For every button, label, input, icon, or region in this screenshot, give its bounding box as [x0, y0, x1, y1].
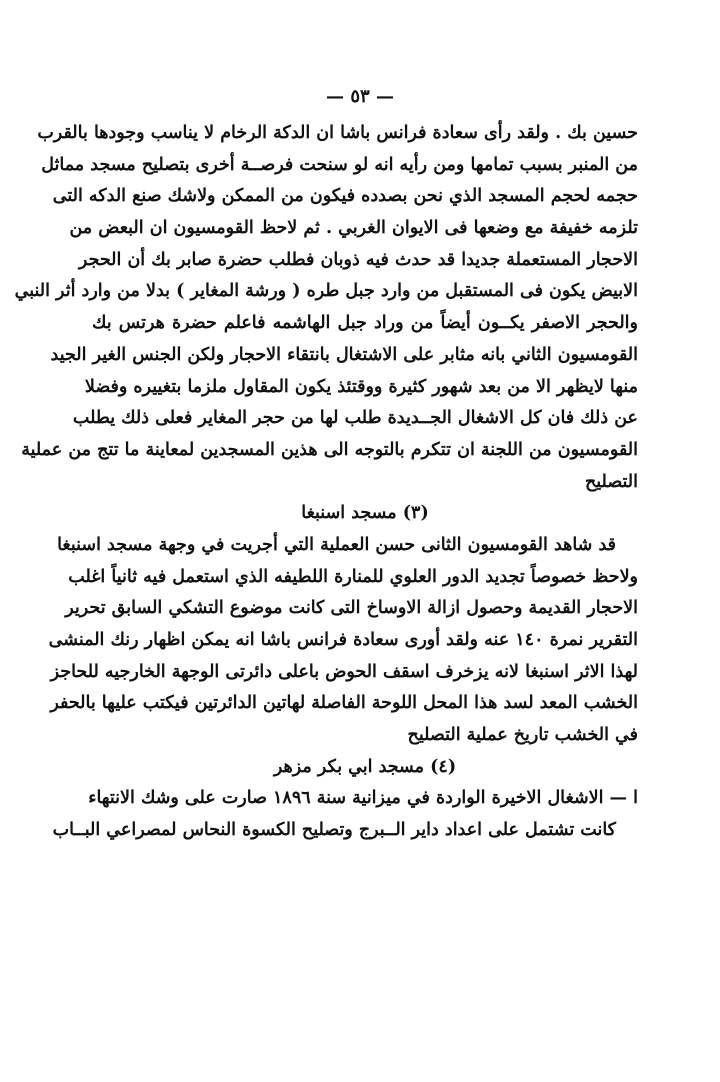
- paragraph-2: [48, 530, 638, 752]
- text-line: حجمه لحجم المسجد الذي نحن بصدده فيكون من الممكن ولاشك صنع الدكه التى: [52, 186, 638, 207]
- paragraph-1: [14, 118, 638, 498]
- text-line: ا — الاشغال الاخيرة الواردة في ميزانية سنة ١٨٩٦ صارت على وشك الانتهاء: [88, 788, 638, 809]
- text-line: من المنبر بسبب تمامها ومن رأيه انه لو سنحت فرصــة أخرى بتصليح مسجد مماثل: [41, 154, 638, 175]
- text-line: تلزمه خفيفة مع وضعها فى الايوان الغربي . ثم لاحظ القومسيون ان البعض من: [69, 218, 638, 239]
- text-line: لهذا الاثر اسنبغا لانه يزخرف اسقف الحوض باعلى دائرتى الوجهة الخارجيه للحاجز: [50, 661, 638, 682]
- page-body: [14, 118, 638, 847]
- text-line: كانت تشتمل على اعداد داير الــبرج وتصليح الكسوة النحاس لمصراعي البــاب: [52, 820, 616, 841]
- text-line: الابيض يكون فى المستقبل من وارد جبل طره ( ورشة المغاير ) بدلا من وارد أثر النبي: [14, 281, 638, 302]
- paragraph-3: [52, 783, 638, 846]
- text-line: ولاحظ خصوصاً تجديد الدور العلوي للمنارة اللطيفه الذي استعمل فيه ثانياً اغلب: [68, 566, 638, 587]
- text-line: الاحجار القديمة وحصول ازالة الاوساخ التى كانت موضوع التشكي السابق تحرير: [65, 598, 638, 619]
- text-line: الاحجار المستعملة جديدا قد حدث فيه ذوبان فطلب حضرة صابر بك أن الحجر: [78, 249, 638, 270]
- text-line: الخشب المعد لسد هذا المحل اللوحة الفاصلة لهاتين الدائرتين فيكتب عليها بالحفر: [50, 693, 638, 714]
- text-line: حسين بك . ولقد رأى سعادة فرانس باشا ان الدكة الرخام لا يناسب وجودها بالقرب: [37, 123, 638, 143]
- text-line: قد شاهد القومسيون الثانى حسن العملية التي أجريت في وجهة مسجد اسنبغا: [57, 534, 616, 555]
- text-line: عن ذلك فان كل الاشغال الجــديدة طلب لها من حجر المغاير فعلى ذلك يطلب: [72, 408, 638, 429]
- page-number: — ٥٣ —: [326, 86, 394, 107]
- text-line: والحجر الاصفر يكــون أيضاً من وراد جبل الهاشمه فاعلم حضرة هرتس بك: [92, 313, 638, 334]
- text-line: في الخشب تاريخ عملية التصليح: [407, 725, 638, 746]
- text-line: القومسيون الثاني بانه مثابر على الاشتغال بانتقاء الاحجار ولكن الجنس الغير الجيد: [50, 344, 638, 365]
- text-line: التصليح: [584, 471, 638, 492]
- text-line: القومسيون من اللجنة ان تتكرم بالتوجه الى هذين المسجدين لمعاينة ما تتج من عملية: [21, 439, 638, 460]
- text-line: التقرير نمرة ١٤٠ عنه ولقد أورى سعادة فرانس باشا انه يمكن اظهار رنك المنشى: [48, 630, 638, 650]
- section-heading-3: (٣) مسجد اسنبغا: [301, 503, 429, 524]
- section-heading-4: (٤) مسجد ابي بكر مزهر: [273, 756, 457, 777]
- text-line: منها لايظهر الا من بعد شهور كثيرة ووقتئذ يكون المقاول ملزما بتغييره وفضلا: [84, 376, 638, 397]
